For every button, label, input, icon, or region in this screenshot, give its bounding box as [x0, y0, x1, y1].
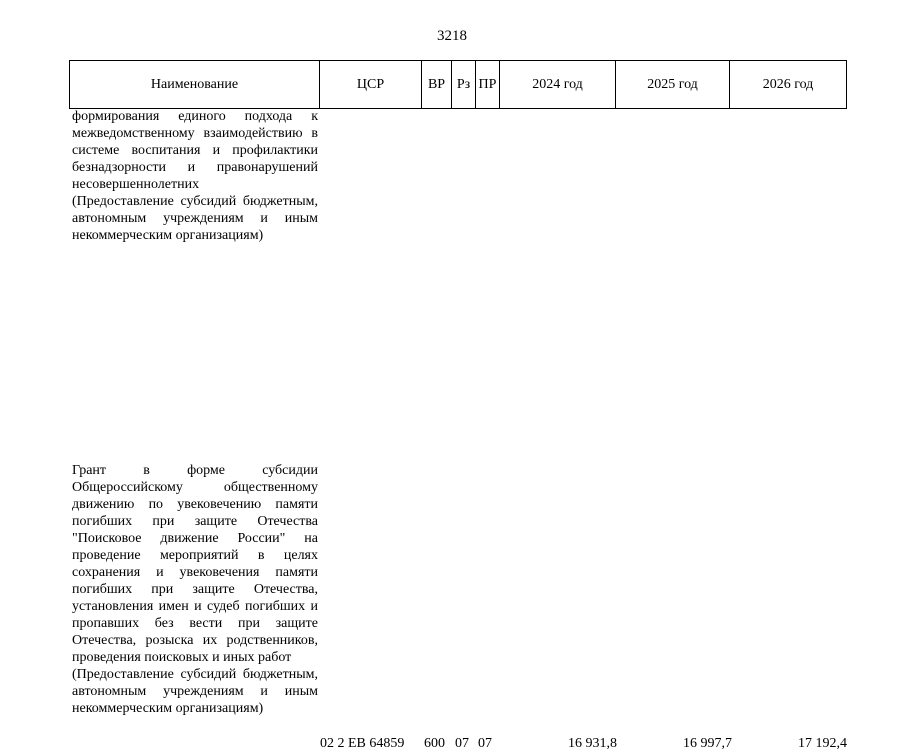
header-csr: ЦСР	[320, 61, 422, 109]
row-name-type: (Предоставление субсидий бюджетным, автономным учреждениям и иным некоммерческим организациям)	[72, 194, 318, 243]
header-vr: ВР	[422, 61, 452, 109]
table-body	[0, 108, 904, 751]
row-vr: 600	[424, 736, 445, 751]
row-name-text: Грант в форме субсидии Общероссийскому общественному движению по увековечению памяти погибших при защите Отечества "Поисковое движение России" на проведение мероприятий в целях сохранения и увековечения памяти погибших при защите Отечества, установления имен и судеб погибших и пропавших без вести при защите Отечества, розыска их родственников, проведения поисковых и иных работ	[72, 463, 318, 665]
row-2026: 17 192,4	[798, 736, 847, 751]
header-rz: Рз	[452, 61, 476, 109]
row-2025: 16 997,7	[683, 736, 732, 751]
row-name	[72, 108, 318, 244]
row-csr: 02 2 ЕВ 64859	[320, 736, 405, 751]
row-pr: 07	[478, 736, 492, 751]
row-2024: 16 931,8	[568, 736, 617, 751]
row-name-text: формирования единого подхода к межведомственному взаимодействию в системе воспитания и профилактики безнадзорности и правонарушений несовершеннолетних	[72, 109, 318, 192]
page-number: 3218	[437, 28, 467, 44]
row-rz: 07	[455, 736, 469, 751]
row-name-type: (Предоставление субсидий бюджетным, автономным учреждениям и иным некоммерческим организациям)	[72, 667, 318, 716]
header-2026: 2026 год	[730, 61, 847, 109]
table-header	[69, 60, 847, 109]
table-row	[0, 462, 904, 752]
header-2025: 2025 год	[616, 61, 730, 109]
header-2024: 2024 год	[500, 61, 616, 109]
table-row	[0, 108, 904, 280]
header-pr: ПР	[476, 61, 500, 109]
row-name	[72, 462, 318, 717]
header-name: Наименование	[70, 61, 320, 109]
